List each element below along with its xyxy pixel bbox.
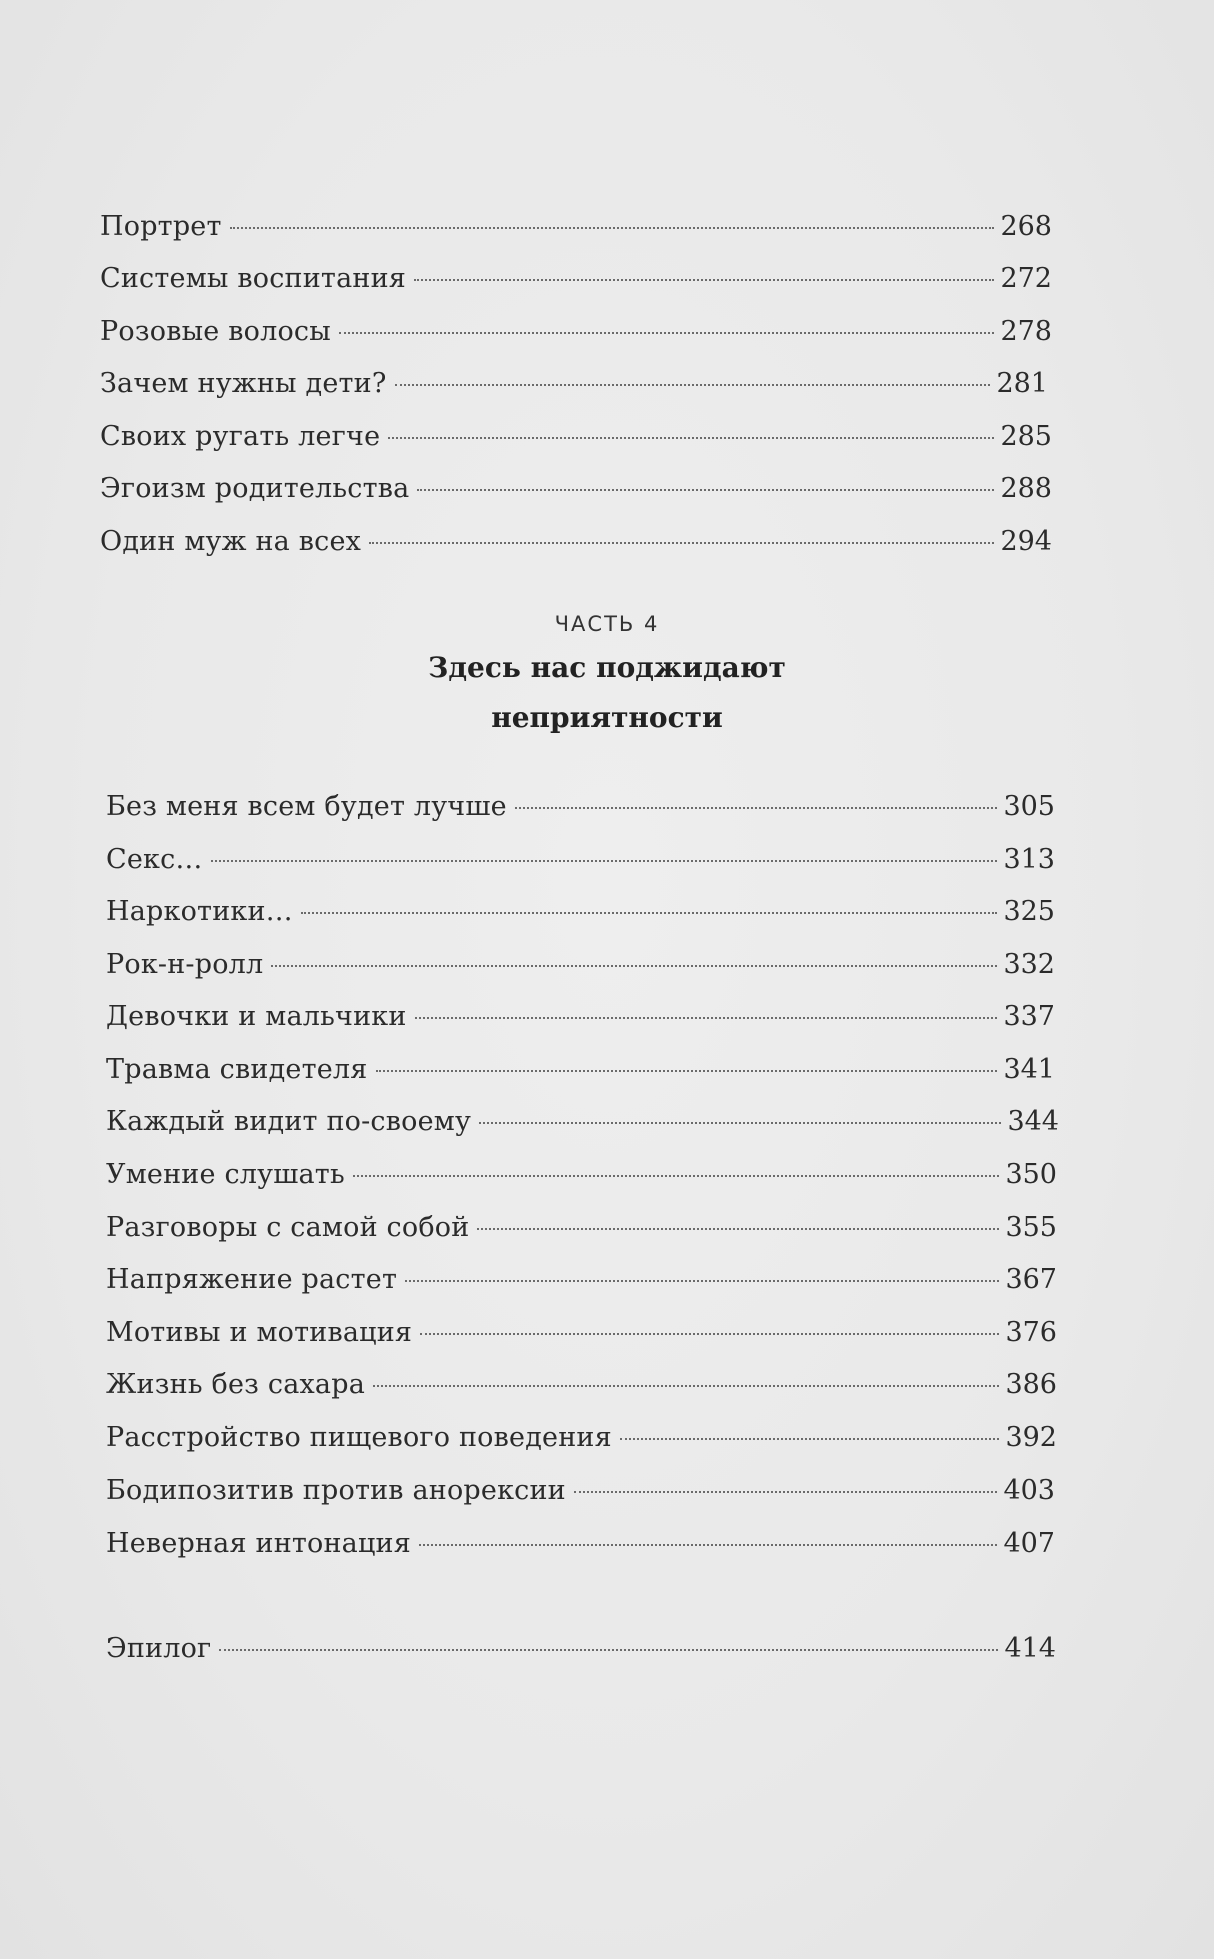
toc-entry: [106, 1211, 1057, 1251]
toc-entry-page: 325: [1003, 896, 1055, 927]
toc-entry-page: 355: [1005, 1212, 1057, 1243]
dot-leader: [395, 384, 991, 386]
toc-entry: [106, 948, 1055, 988]
dot-leader: [230, 227, 995, 229]
toc-entry-page: 288: [1000, 473, 1052, 504]
toc-entry-title: Разговоры с самой собой: [106, 1212, 470, 1243]
toc-entry: [106, 1000, 1055, 1040]
toc-entry-title: Эпилог: [106, 1633, 212, 1664]
toc-entry-title: Секс…: [106, 844, 203, 875]
toc-entry-title: Зачем нужны дети?: [100, 368, 387, 399]
toc-entry: [106, 1105, 1059, 1145]
toc-entry-page: 268: [1000, 211, 1052, 242]
dot-leader: [369, 542, 994, 544]
toc-entry: [106, 790, 1055, 830]
dot-leader: [301, 912, 998, 914]
toc-entry-title: Системы воспитания: [100, 263, 406, 294]
toc-entry: [106, 895, 1055, 935]
toc-entry-title: Умение слушать: [106, 1159, 345, 1190]
dot-leader: [477, 1228, 999, 1230]
dot-leader: [419, 1544, 997, 1546]
dot-leader: [620, 1438, 1000, 1440]
part-label: ЧАСТЬ 4: [554, 612, 660, 636]
toc-entry: [106, 1158, 1057, 1198]
toc-entry-title: Бодипозитив против анорексии: [106, 1475, 566, 1506]
toc-entry: [100, 262, 1052, 302]
toc-entry-page: 272: [1000, 263, 1052, 294]
toc-entry-title: Травма свидетеля: [106, 1054, 368, 1085]
toc-entry-page: 344: [1007, 1106, 1059, 1137]
toc-entry-title: Неверная интонация: [106, 1528, 411, 1559]
toc-entry: [100, 367, 1048, 407]
toc-entry-title: Без меня всем будет лучше: [106, 791, 507, 822]
toc-entry: [106, 1368, 1057, 1408]
toc-entry-title: Розовые волосы: [100, 316, 331, 347]
dot-leader: [420, 1333, 999, 1335]
toc-entry-epilogue: [106, 1632, 1056, 1672]
toc-entry-page: 337: [1003, 1001, 1055, 1032]
toc-entry-page: 403: [1003, 1475, 1055, 1506]
dot-leader: [515, 807, 998, 809]
toc-entry-title: Каждый видит по-своему: [106, 1106, 472, 1137]
toc-entry: [100, 525, 1052, 565]
toc-entry-page: 278: [1000, 316, 1052, 347]
toc-entry-title: Портрет: [100, 211, 222, 242]
toc-entry-title: Один муж на всех: [100, 526, 362, 557]
toc-entry: [106, 1316, 1057, 1356]
toc-entry-page: 285: [1000, 421, 1052, 452]
dot-leader: [388, 437, 994, 439]
toc-entry: [106, 1053, 1055, 1093]
toc-entry-page: 367: [1005, 1264, 1057, 1295]
dot-leader: [376, 1070, 998, 1072]
toc-entry-title: Жизнь без сахара: [106, 1369, 366, 1400]
toc-entry-page: 305: [1003, 791, 1055, 822]
dot-leader: [405, 1280, 999, 1282]
toc-entry-title: Мотивы и мотивация: [106, 1317, 413, 1348]
toc-entry: [106, 1527, 1055, 1567]
toc-entry-title: Напряжение растет: [106, 1264, 398, 1295]
dot-leader: [271, 965, 997, 967]
dot-leader: [414, 279, 994, 281]
toc-entry-page: 341: [1003, 1054, 1055, 1085]
toc-entry-page: 376: [1005, 1317, 1057, 1348]
dot-leader: [219, 1649, 998, 1651]
dot-leader: [417, 489, 994, 491]
toc-entry: [100, 420, 1052, 460]
toc-entry-title: Своих ругать легче: [100, 421, 381, 452]
toc-entry: [100, 315, 1052, 355]
toc-entry: [100, 210, 1052, 250]
dot-leader: [373, 1385, 999, 1387]
toc-entry-page: 386: [1005, 1369, 1057, 1400]
dot-leader: [479, 1122, 1001, 1124]
dot-leader: [415, 1017, 998, 1019]
toc-entry-page: 392: [1005, 1422, 1057, 1453]
toc-entry-page: 414: [1004, 1633, 1056, 1664]
toc-entry: [106, 1263, 1057, 1303]
part-title-line1: Здесь нас поджидают: [428, 651, 786, 684]
toc-entry-page: 332: [1003, 949, 1055, 980]
part-title-line2: неприятности: [491, 701, 723, 734]
toc-entry-page: 407: [1003, 1528, 1055, 1559]
toc-entry-page: 281: [996, 368, 1048, 399]
toc-entry: [106, 843, 1055, 883]
toc-entry-page: 350: [1005, 1159, 1057, 1190]
dot-leader: [211, 860, 998, 862]
toc-entry-title: Рок-н-ролл: [106, 949, 264, 980]
toc-entry: [106, 1474, 1055, 1514]
toc-entry-title: Девочки и мальчики: [106, 1001, 407, 1032]
dot-leader: [353, 1175, 1000, 1177]
toc-entry-page: 313: [1003, 844, 1055, 875]
toc-entry-page: 294: [1000, 526, 1052, 557]
toc-entry: [100, 472, 1052, 512]
toc-entry: [106, 1421, 1057, 1461]
toc-entry-title: Расстройство пищевого поведения: [106, 1422, 612, 1453]
dot-leader: [574, 1491, 998, 1493]
toc-entry-title: Наркотики…: [106, 896, 293, 927]
dot-leader: [339, 332, 995, 334]
toc-entry-title: Эгоизм родительства: [100, 473, 410, 504]
